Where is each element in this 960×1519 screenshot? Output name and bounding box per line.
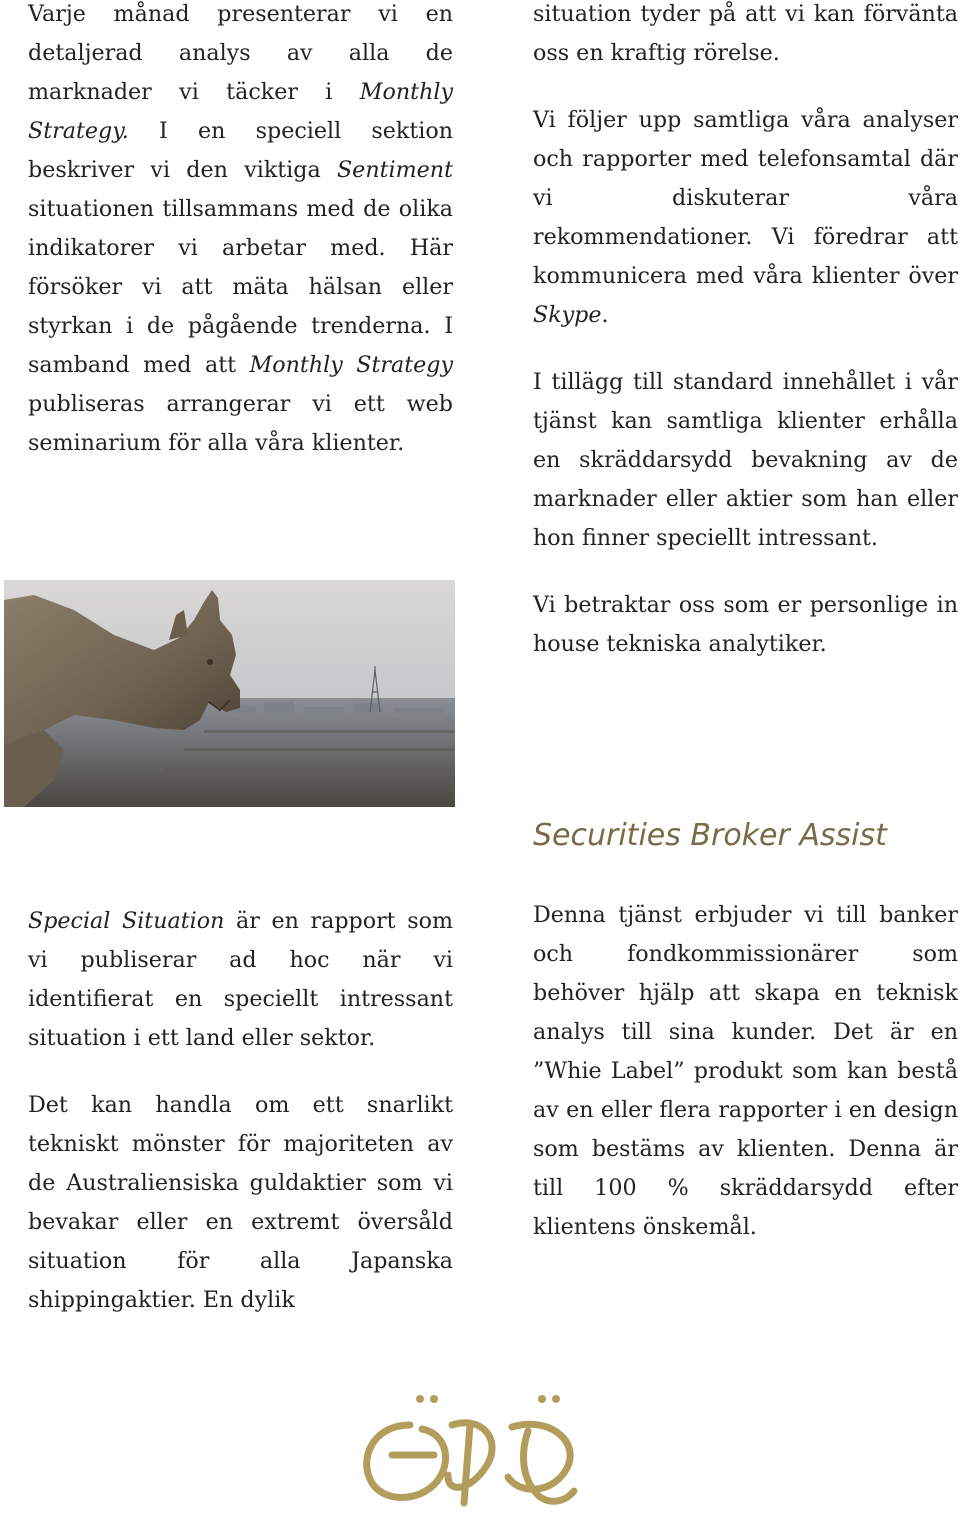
paragraph [28, 902, 453, 1058]
section-heading: Securities Broker Assist [533, 818, 887, 853]
services-text-column [533, 0, 958, 664]
text-run: . [601, 302, 609, 328]
italic-text-run: Sentiment [336, 157, 453, 183]
text-run: situation tyder på att vi kan förvänta oss en kraftig rörelse. [533, 1, 958, 66]
paragraph [533, 896, 958, 1247]
gargoyle-paris-photo [4, 580, 455, 807]
italic-text-run: Special Situation [28, 908, 225, 934]
paragraph [533, 0, 958, 73]
text-run: Vi betraktar oss som er personlige in house tekniska analytiker. [533, 592, 958, 657]
text-run: Denna tjänst erbjuder vi till banker och fondkommissionärer som behöver hjälp att skapa en teknisk analys till sina kunder. Det är en ”Whie Label” produkt som kan bestå av en eller flera rapporter i en design som bestäms av klienten. Denna är till 100 % skräddarsydd efter klientens önskemål. [533, 902, 958, 1240]
text-run: Vi följer upp samtliga våra analyser och rapporter med telefonsamtal där vi diskuterar våra rekommendationer. Vi föredrar att kommunicera med våra klienter över [533, 107, 958, 289]
text-run: situationen tillsammans med de olika indikatorer vi arbetar med. Här försöker vi att mäta hälsan eller styrkan i de pågående trenderna. I samband med att [28, 196, 453, 378]
text-run: publiseras arrangerar vi ett web seminarium för alla våra klienter. [28, 391, 453, 456]
special-situation-text-column [28, 902, 453, 1320]
paragraph [533, 363, 958, 558]
text-run: I tillägg till standard innehållet i vår tjänst kan samtliga klienter erhålla en skräddarsydd bevakning av de marknader eller aktier som han eller hon finner speciellt intressant. [533, 369, 958, 551]
text-run: Varje månad presenterar vi en detaljerad analys av alla de marknader vi täcker i [28, 1, 453, 105]
italic-text-run: Monthly Strategy. [28, 79, 453, 144]
text-run: Det kan handla om ett snarlikt tekniskt mönster för majoriteten av de Australiensiska guldaktier som vi bevakar eller en extremt översåld situation för alla Japanska shippingaktier. En dylik [28, 1092, 453, 1313]
paragraph [28, 1086, 453, 1320]
intro-text-column [28, 0, 453, 463]
text-run: är en rapport som vi publiserar ad hoc när vi identifierat en speciellt intressant situation i ett land eller sektor. [28, 908, 453, 1051]
paragraph [533, 586, 958, 664]
broker-assist-text-column [533, 896, 958, 1247]
monogram-logo [352, 1385, 592, 1515]
paragraph [533, 101, 958, 335]
paragraph [28, 0, 453, 463]
italic-text-run: Skype [533, 302, 602, 328]
text-run: I en speciell sektion beskriver vi den viktiga [28, 118, 453, 183]
italic-text-run: Monthly Strategy [249, 352, 453, 378]
